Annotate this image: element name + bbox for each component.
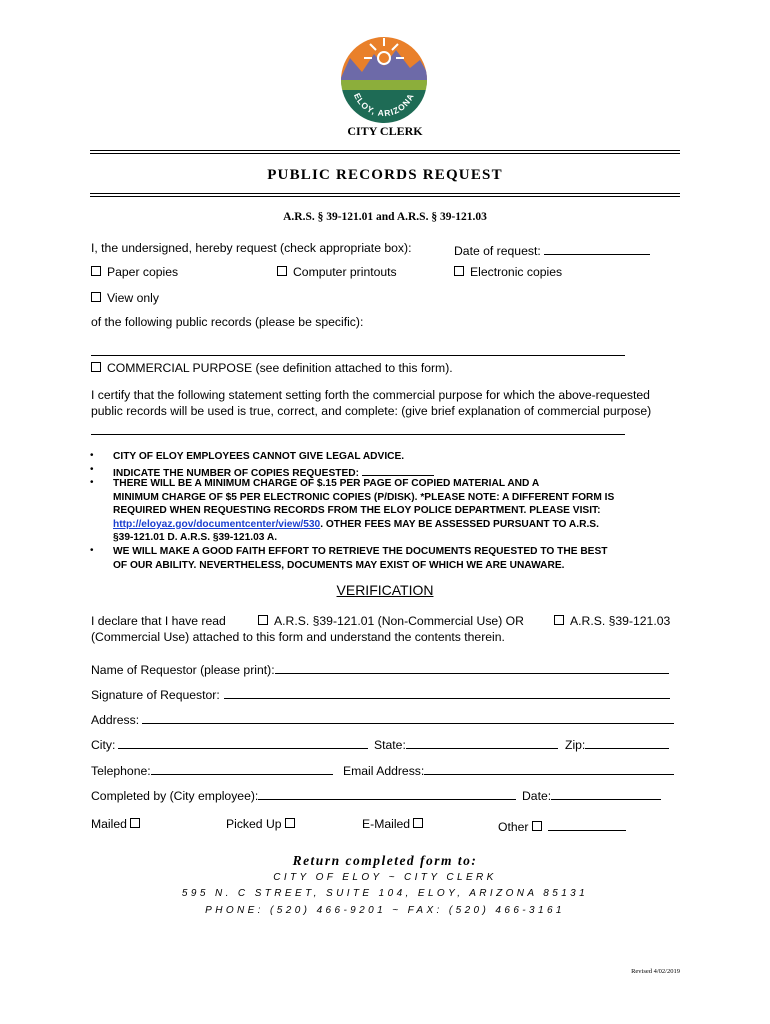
notice-charges-line-1: THERE WILL BE A MINIMUM CHARGE OF $.15 PER PAGE OF COPIED MATERIAL AND A (113, 478, 540, 489)
telephone-field[interactable] (151, 760, 333, 775)
electronic-copies-label: Electronic copies (470, 265, 563, 279)
name-row (91, 659, 669, 678)
bullet: • (90, 450, 94, 461)
view-only-checkbox[interactable] (91, 292, 101, 302)
email-row (343, 760, 674, 779)
notice-charges-line-4: . OTHER FEES MAY BE ASSESSED PURSUANT TO A.R.S. (320, 518, 599, 530)
notice-charges (113, 477, 680, 545)
emailed-checkbox[interactable] (413, 818, 423, 828)
certify-line-2: public records will be used is true, correct, and complete: (give brief explanation of commercial purpose) (91, 404, 652, 418)
option-electronic[interactable] (454, 264, 562, 280)
delivery-emailed[interactable] (362, 816, 429, 832)
city-field[interactable] (118, 734, 368, 749)
statutes-line: A.R.S. § 39-121.01 and A.R.S. § 39-121.03 (283, 211, 487, 223)
telephone-label: Telephone: (91, 764, 151, 778)
footer-line-2: 595 N. C STREET, SUITE 104, ELOY, ARIZONA 85131 (181, 888, 589, 899)
date-of-request-field[interactable] (544, 240, 650, 255)
notice-good-faith (113, 545, 680, 572)
address-field[interactable] (142, 709, 674, 724)
delivery-picked-up[interactable] (226, 816, 301, 832)
completed-by-field[interactable] (258, 785, 516, 800)
noncommercial-checkbox[interactable] (258, 615, 268, 625)
copies-count-field[interactable] (362, 464, 434, 476)
state-label: State: (374, 738, 406, 752)
commercial-checkbox[interactable] (554, 615, 564, 625)
records-label: of the following public records (please be specific): (91, 315, 364, 329)
records-field[interactable] (91, 355, 625, 356)
commercial-purpose[interactable] (91, 360, 453, 376)
declare-label: I declare that I have read (91, 614, 226, 628)
verification-declare (91, 613, 226, 629)
footer-line-1: CITY OF ELOY ~ CITY CLERK (273, 872, 497, 883)
police-form-link[interactable]: http://eloyaz.gov/documentcenter/view/530 (113, 518, 321, 530)
return-label: Return completed form to: (292, 853, 478, 868)
bullet: • (90, 464, 94, 475)
verification-heading: VERIFICATION (336, 582, 434, 598)
option-computer[interactable] (277, 264, 397, 280)
other-label: Other (498, 820, 529, 834)
delivery-other[interactable] (498, 816, 626, 835)
notice-copies-label: INDICATE THE NUMBER OF COPIES REQUESTED: (113, 468, 360, 479)
notice-legal-advice: CITY OF ELOY EMPLOYEES CANNOT GIVE LEGAL ADVICE. (113, 451, 405, 462)
electronic-copies-checkbox[interactable] (454, 266, 464, 276)
verification-commercial[interactable] (554, 613, 670, 629)
email-field[interactable] (424, 760, 674, 775)
computer-printouts-label: Computer printouts (293, 265, 397, 279)
commercial-purpose-label: COMMERCIAL PURPOSE (see definition attached to this form). (107, 361, 453, 375)
notice-good-faith-line-1: WE WILL MAKE A GOOD FAITH EFFORT TO RETRIEVE THE DOCUMENTS REQUESTED TO THE BEST (113, 546, 608, 557)
department-label: CITY CLERK (347, 124, 423, 138)
other-checkbox[interactable] (532, 821, 542, 831)
name-field[interactable] (275, 659, 669, 674)
picked-up-label: Picked Up (226, 817, 282, 831)
city-label: City: (91, 738, 116, 752)
revised-date: Revised 4/02/2019 (631, 968, 680, 975)
computer-printouts-checkbox[interactable] (277, 266, 287, 276)
notice-good-faith-line-2: OF OUR ABILITY. NEVERTHELESS, DOCUMENTS MAY EXIST OF WHICH WE ARE UNAWARE. (113, 559, 565, 571)
header-rule-top (90, 150, 680, 154)
paper-copies-checkbox[interactable] (91, 266, 101, 276)
mailed-label: Mailed (91, 817, 127, 831)
option-paper[interactable] (91, 264, 178, 280)
completed-by-row (91, 785, 516, 804)
mailed-checkbox[interactable] (130, 818, 140, 828)
request-intro: I, the undersigned, hereby request (check appropriate box): (91, 241, 412, 255)
footer-line-3: PHONE: (520) 466-9201 ~ FAX: (520) 466-3161 (205, 905, 565, 916)
commercial-purpose-checkbox[interactable] (91, 362, 101, 372)
view-only-label: View only (107, 291, 159, 305)
state-row (374, 734, 558, 753)
address-row (91, 709, 674, 728)
picked-up-checkbox[interactable] (285, 818, 295, 828)
noncommercial-label: A.R.S. §39-121.01 (Non-Commercial Use) OR (274, 614, 524, 628)
signature-field[interactable] (224, 684, 670, 699)
completion-date-row (522, 785, 661, 804)
verification-line-2: (Commercial Use) attached to this form and understand the contents therein. (91, 630, 505, 644)
date-of-request-label: Date of request: (454, 244, 541, 258)
emailed-label: E-Mailed (362, 817, 411, 831)
logo-text: ELOY, ARIZONA (351, 91, 417, 119)
header-rule-bottom (90, 193, 680, 197)
option-view[interactable] (91, 290, 159, 306)
name-label: Name of Requestor (please print): (91, 663, 275, 677)
completed-by-label: Completed by (City employee): (91, 789, 259, 803)
signature-row (91, 684, 670, 703)
signature-label: Signature of Requestor: (91, 688, 220, 702)
certify-line-1: I certify that the following statement setting forth the commercial purpose for which the above-requested (91, 388, 650, 402)
bullet: • (90, 477, 94, 488)
zip-label: Zip: (565, 738, 586, 752)
completion-date-field[interactable] (551, 785, 661, 800)
commercial-explanation-field[interactable] (91, 434, 625, 435)
city-logo (340, 36, 428, 124)
commercial-label: A.R.S. §39-121.03 (570, 614, 671, 628)
state-field[interactable] (406, 734, 558, 749)
zip-field[interactable] (585, 734, 669, 749)
email-label: Email Address: (343, 764, 425, 778)
date-of-request (454, 240, 650, 259)
page-title: PUBLIC RECORDS REQUEST (267, 167, 503, 183)
paper-copies-label: Paper copies (107, 265, 179, 279)
completion-date-label: Date: (522, 789, 552, 803)
zip-row (565, 734, 669, 753)
delivery-mailed[interactable] (91, 816, 146, 832)
address-label: Address: (91, 713, 140, 727)
bullet: • (90, 545, 94, 556)
notice-charges-line-3: REQUIRED WHEN REQUESTING RECORDS FROM THE ELOY POLICE DEPARTMENT. PLEASE VISIT: (113, 505, 601, 517)
notice-charges-line-5: §39-121.01 D. A.R.S. §39-121.03 A. (113, 532, 278, 544)
verification-noncommercial[interactable] (258, 613, 524, 629)
city-row (91, 734, 368, 753)
telephone-row (91, 760, 333, 779)
notice-charges-line-2: MINIMUM CHARGE OF $5 PER ELECTRONIC COPIES (P/DISK). *PLEASE NOTE: A DIFFERENT FORM IS (113, 491, 615, 503)
other-field[interactable] (548, 816, 626, 831)
